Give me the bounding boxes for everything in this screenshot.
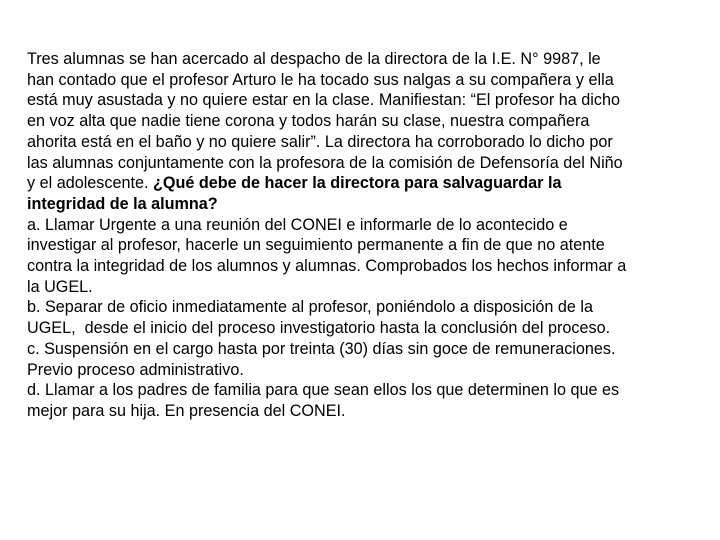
option-b <box>27 297 699 338</box>
stem-line: está muy asustada y no quiere estar en la clase. Manifiestan: “El profesor ha dicho <box>27 91 620 110</box>
stem-line: en voz alta que nadie tiene corona y todos harán su clase, nuestra compañera <box>27 112 590 131</box>
stem-line: han contado que el profesor Arturo le ha tocado sus nalgas a su compañera y ella <box>27 70 614 89</box>
question-prompt: ¿Qué debe de hacer la directora para salvaguardar la <box>152 174 562 193</box>
question-prompt-continued: integridad de la alumna? <box>27 194 218 213</box>
question-text-block <box>27 49 699 422</box>
option-line: a. Llamar Urgente a una reunión del CONEI e informarle de lo acontecido e <box>27 215 568 234</box>
question-stem <box>27 49 699 215</box>
stem-line: ahorita está en el baño y no quiere salir”. La directora ha corroborado lo dicho por <box>27 132 613 151</box>
option-line: investigar al profesor, hacerle un seguimiento permanente a fin de que no atente <box>27 236 605 255</box>
option-line: contra la integridad de los alumnos y alumnas. Comprobados los hechos informar a <box>27 257 627 276</box>
option-line: c. Suspensión en el cargo hasta por treinta (30) días sin goce de remuneraciones. <box>27 339 616 358</box>
option-d <box>27 380 699 421</box>
option-line: la UGEL. <box>27 277 93 296</box>
option-c <box>27 339 699 380</box>
stem-line-text: y el adolescente. <box>27 174 153 193</box>
option-line: b. Separar de oficio inmediatamente al profesor, poniéndolo a disposición de la <box>27 298 594 317</box>
option-line: UGEL, desde el inicio del proceso investigatorio hasta la conclusión del proceso. <box>27 319 611 338</box>
stem-line: las alumnas conjuntamente con la profesora de la comisión de Defensoría del Niño <box>27 153 623 172</box>
stem-line: Tres alumnas se han acercado al despacho de la directora de la I.E. N° 9987, le <box>27 50 601 68</box>
stem-line <box>27 173 699 194</box>
option-line: Previo proceso administrativo. <box>27 360 244 379</box>
option-a <box>27 215 699 298</box>
option-line: mejor para su hija. En presencia del CONEI. <box>27 401 346 420</box>
option-line: d. Llamar a los padres de familia para que sean ellos los que determinen lo que es <box>27 381 620 400</box>
